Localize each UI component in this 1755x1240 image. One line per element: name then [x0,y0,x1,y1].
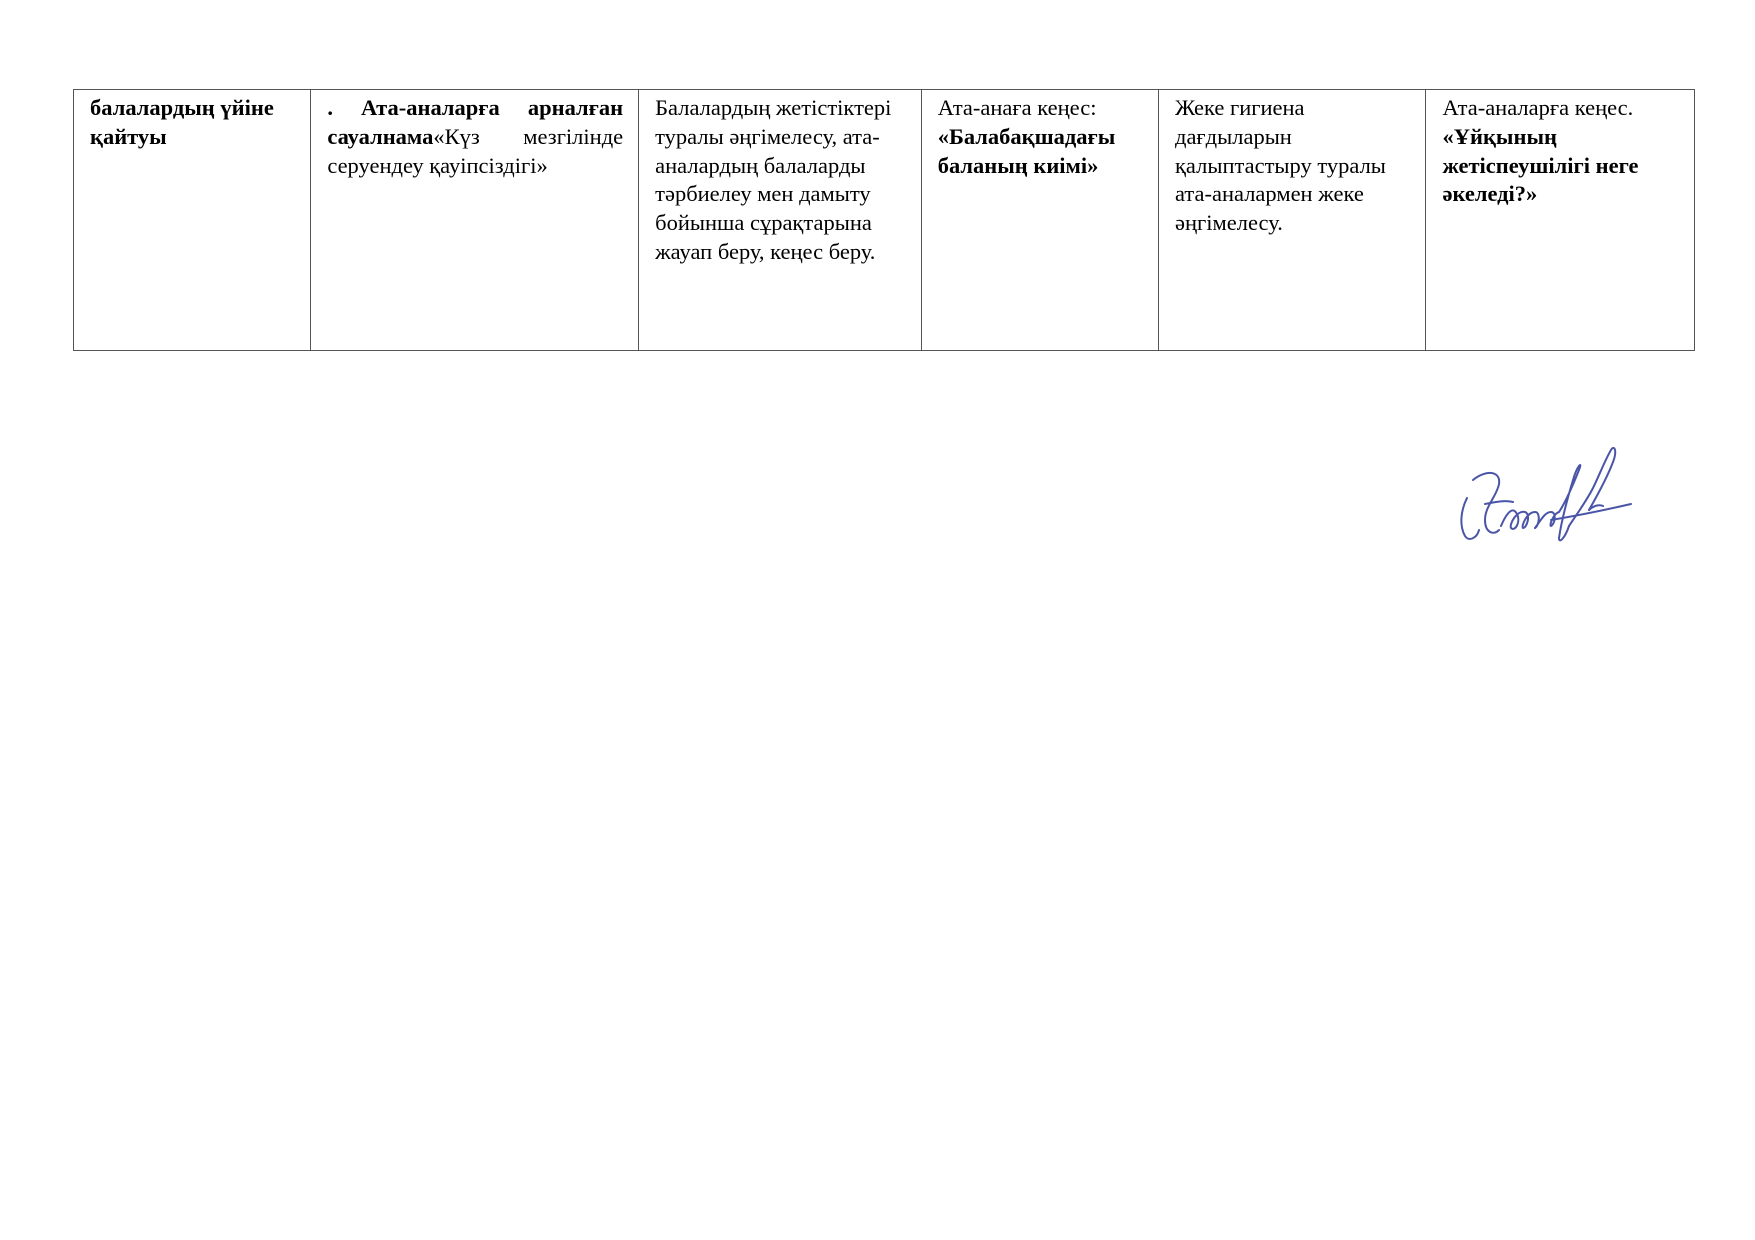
cell-text: Балалардың жетістіктері туралы әңгімелесу, ата-аналардың балаларды тәрбиелеу мен дамыту бойынша сұрақтарына жауап беру, кеңес беру. [655,95,892,264]
parent-work-table [73,89,1695,351]
cell-bold-text: балалардың үйіне қайтуы [90,95,274,149]
cell-bold-text: . Ата-аналарға арналған сауалнама [327,95,624,149]
cell-bold-text: «Балабақшадағы баланың киімі» [937,123,1116,178]
cell-bold-text: «Ұйқының жетіспеушілігі неге әкеледі?» [1442,123,1639,207]
table-cell-hygiene-talk [1159,90,1426,351]
cell-text: Ата-аналарға кеңес. [1442,95,1634,120]
table-cell-parent-survey [311,90,639,351]
table-row [74,90,1695,351]
cell-text: Жеке гигиена дағдыларын қалыптастыру туралы ата-аналармен жеке әңгімелесу. [1175,95,1386,236]
table-cell-children-return-home [74,90,311,351]
cell-text: «Күз мезгілінде серуендеу қауіпсіздігі» [327,123,624,178]
table-cell-parent-advice-sleep [1426,90,1695,351]
table-cell-parent-advice-clothing [921,90,1158,351]
handwritten-signature [1455,440,1635,555]
cell-text: Ата-анаға кеңес: [937,95,1097,120]
table-cell-achievements-talk [639,90,922,351]
